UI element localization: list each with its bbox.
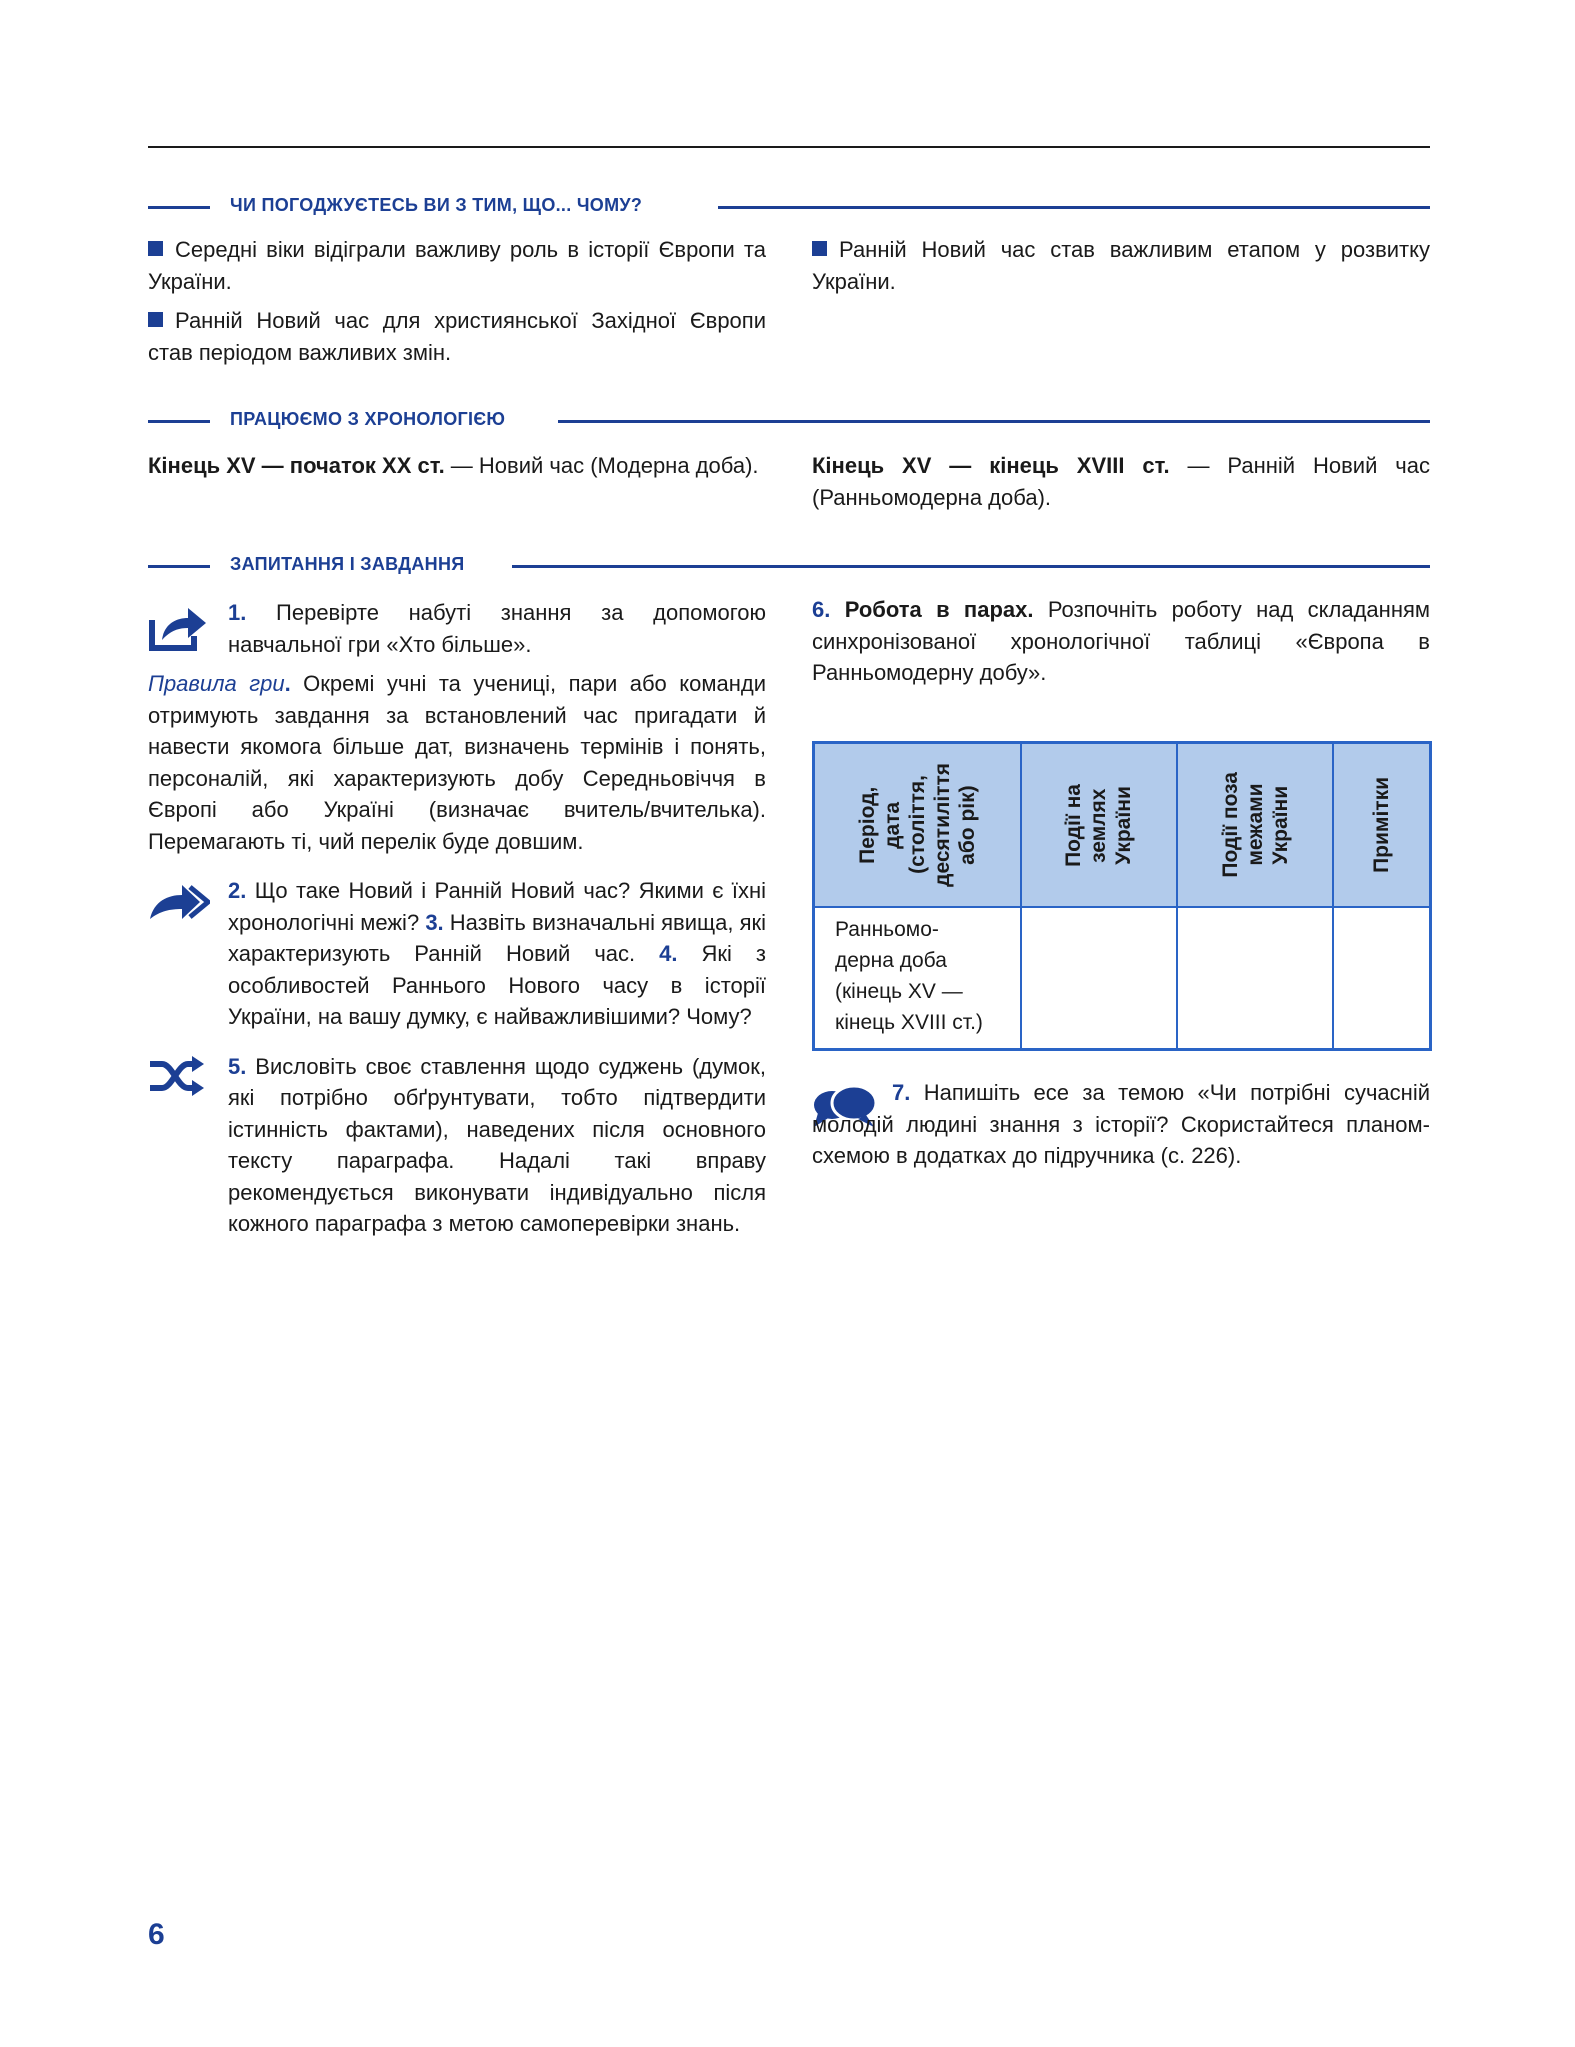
section-header-chronology — [148, 407, 1430, 431]
table-header — [1177, 743, 1333, 908]
question-text: Перевірте набуті знання за допомогою навчальної гри «Хто більше». — [228, 600, 766, 657]
question-1 — [148, 597, 766, 660]
question-number: 6. — [812, 597, 831, 622]
question-6-block — [812, 594, 1430, 689]
question-text: Розпочніть роботу над складанням синхронізованої хронологічної таблиці «Європа в Ранньомодерну добу». — [812, 597, 1431, 685]
section-title: ПРАЦЮЄМО З ХРОНОЛОГІЄЮ — [230, 407, 517, 431]
question-text: Висловіть своє ставлення щодо суджень (думок, які потрібно обґрунтувати, тобто підтвердити істинність фактами), наведених після основного тексту параграфа. Надалі такі вправу рекомендується виконувати індивідуально після кожного параграфа з метою самоперевірки знань. — [228, 1053, 766, 1236]
question-text: Напишіть есе за темою «Чи потрібні сучасній молодій людині знання з історії? Скористайтеся планом-схемою в додатках до підручника (с. 226). — [812, 1080, 1430, 1168]
table-header — [1333, 743, 1430, 908]
bullet-text: Ранній Новий час став важливим етапом у розвитку України. — [812, 237, 1430, 294]
header-lead-line — [148, 206, 210, 209]
question-5 — [148, 1051, 766, 1240]
bullet-item — [148, 305, 766, 368]
questions-2-4 — [148, 875, 766, 1033]
rules-label: Правила гри — [148, 671, 285, 696]
question-bold: Робота в парах. — [830, 597, 1034, 622]
question-text: Що таке Новий і Ранній Новий час? Якими є їхні хронологічні межі? — [228, 878, 766, 935]
question-6 — [812, 594, 1430, 689]
header-line — [558, 420, 1430, 423]
table-cell — [1177, 907, 1333, 1050]
question-7 — [812, 1077, 1430, 1172]
table-cell — [1021, 907, 1177, 1050]
chronology-table — [812, 741, 1432, 1051]
table-cell — [1333, 907, 1430, 1050]
rules-dot: . — [284, 671, 291, 696]
bullet-text: Середні віки відіграли важливу роль в історії Європи та України. — [148, 237, 766, 294]
bullet-square-icon — [148, 241, 163, 256]
rules-text: Окремі учні та учениці, пари або команди отримують завдання за встановлений час пригадати й навести якомога більше дат, визначень термінів і понять, персоналій, які характеризують добу Середньовіччя в Європі або Україні (визначає вчитель/вчителька). Перемагають ті, чий перелік буде довшим. — [148, 671, 766, 854]
bullet-item — [148, 234, 766, 297]
agree-left-column — [148, 234, 766, 368]
section-title: ЗАПИТАННЯ І ЗАВДАННЯ — [230, 552, 477, 576]
bullet-text: Ранній Новий час для християнської Західної Європи став періодом важливих змін. — [148, 308, 766, 365]
question-number: 1. — [228, 600, 247, 625]
header-line — [718, 206, 1430, 209]
table-row — [814, 907, 1431, 1050]
chronology-period: Кінець XV — кінець XVIII ст. — [812, 453, 1170, 478]
header-line — [512, 565, 1430, 568]
header-lead-line — [148, 420, 210, 423]
top-rule — [148, 146, 1430, 148]
chronology-right — [812, 450, 1430, 513]
table-header-row — [814, 743, 1431, 908]
section-header-agree — [148, 193, 1430, 217]
section-title: ЧИ ПОГОДЖУЄТЕСЬ ВИ З ТИМ, ЩО... ЧОМУ? — [230, 193, 654, 217]
header-text: Примітки — [1370, 777, 1394, 873]
page-number: 6 — [148, 1918, 165, 1951]
header-lead-line — [148, 565, 210, 568]
bullet-item — [812, 234, 1430, 297]
bullet-square-icon — [812, 241, 827, 256]
question-number: 4. — [659, 941, 678, 966]
chronology-desc: — Новий час (Модерна доба). — [444, 453, 759, 478]
game-rules — [148, 668, 766, 857]
question-number: 5. — [228, 1053, 247, 1079]
question-7-block — [812, 1077, 1430, 1172]
chronology-period: Кінець XV — початок XX ст. — [148, 453, 445, 478]
header-text: Події поза межами України — [1218, 772, 1292, 878]
question-number: 3. — [425, 909, 444, 935]
header-text: Період, дата (століття, десятиліття або рік) — [855, 763, 979, 887]
table-cell: Ранньомо- дерна доба (кінець XV — кінець XVIII ст.) — [814, 907, 1021, 1050]
header-text: Події на землях України — [1062, 783, 1136, 867]
chronology-left — [148, 450, 766, 482]
table-header — [814, 743, 1021, 908]
question-text: Які з особливостей Раннього Нового часу в історії України, на вашу думку, є найважливішими? Чому? — [228, 941, 766, 1029]
section-header-questions — [148, 552, 1430, 576]
question-number: 2. — [228, 878, 247, 903]
chronology-desc: — Ранній Новий час (Ранньомодерна доба). — [812, 453, 1430, 510]
question-text: Назвіть визначальні явища, які характеризують Ранній Новий час. — [228, 909, 767, 966]
bullet-square-icon — [148, 312, 163, 327]
questions-left-column — [148, 597, 766, 1240]
table-header — [1021, 743, 1177, 908]
question-number: 7. — [892, 1080, 911, 1105]
agree-right-column — [812, 234, 1430, 297]
